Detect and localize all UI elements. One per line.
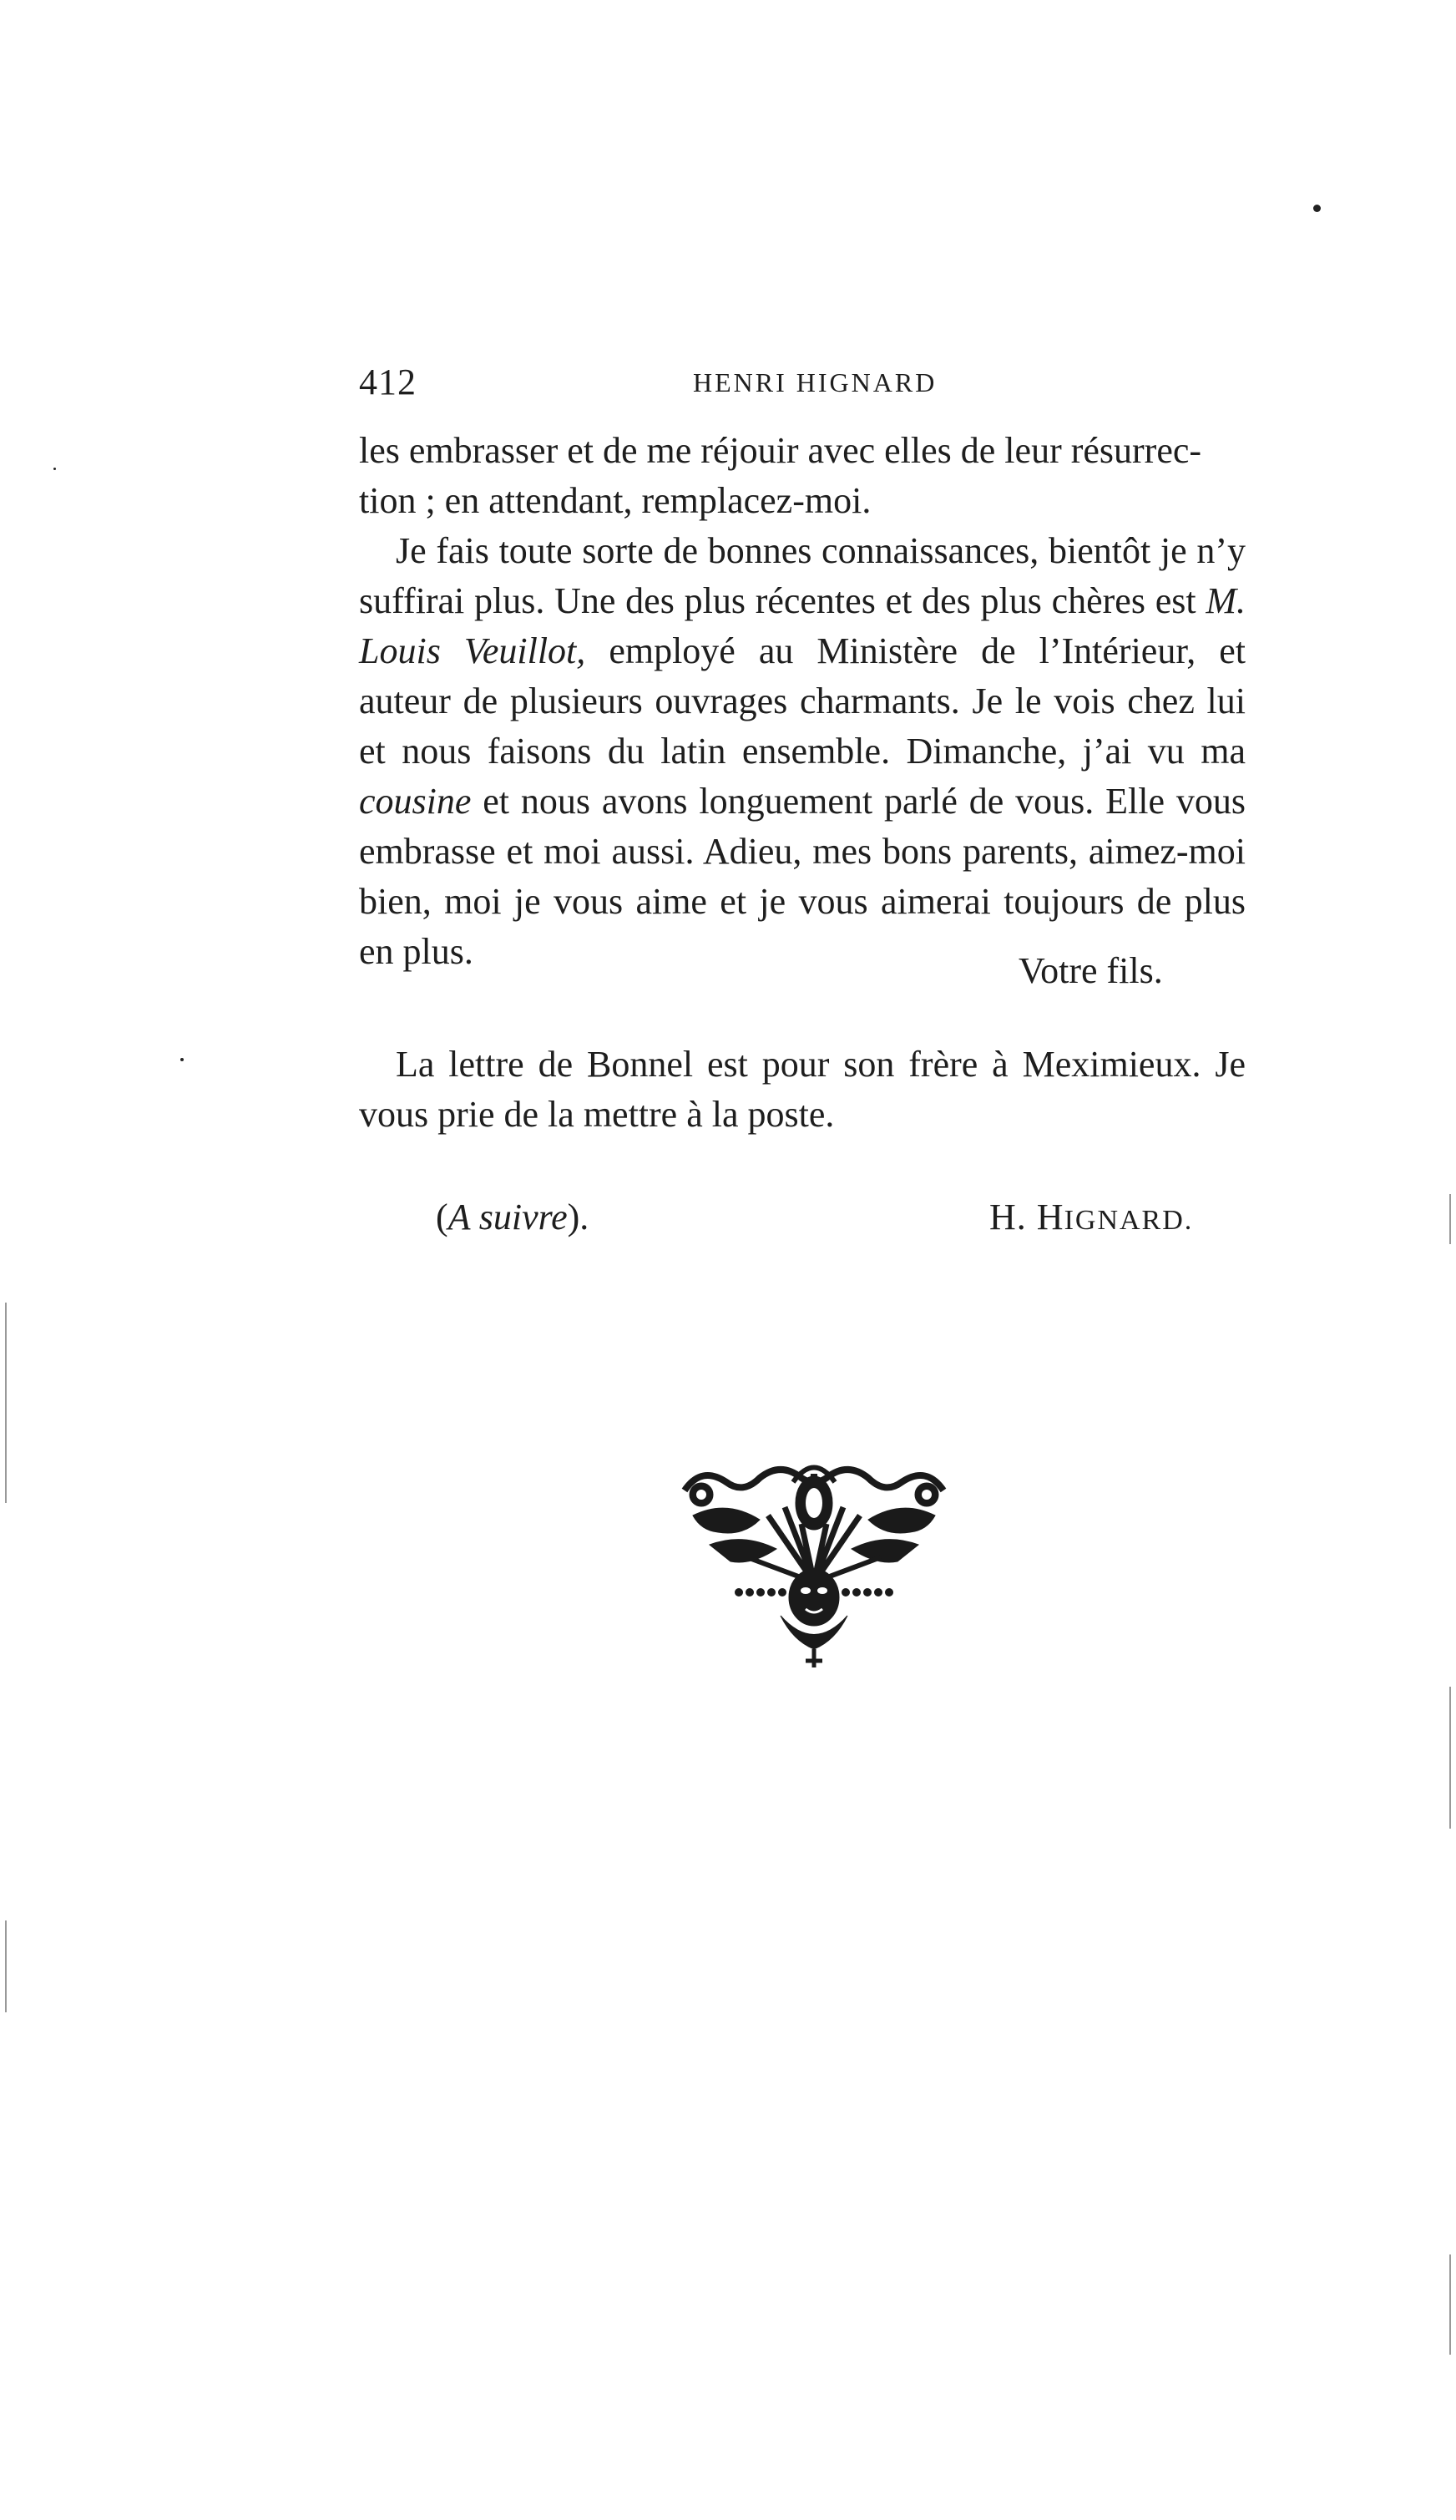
author-signature [989,1196,1193,1238]
floral-tailpiece-with-mask-icon [668,1457,960,1674]
running-title: HENRI HIGNARD [693,367,938,397]
ink-speck [180,1058,184,1061]
author-surname: IGNARD. [1064,1205,1194,1236]
text-line: tion ; en attendant, remplacez-moi. [359,480,872,521]
letter-opening [359,426,1246,526]
person-name: M. Louis Veuillot, [359,580,1246,671]
paragraph-text: Je fais toute sorte de bonnes connaissances, bientôt je n’y suffirai plus. Une des plus récentes et des plus chères est [359,530,1246,621]
scan-edge-line [1449,1194,1451,1244]
scan-edge-line [1449,1687,1451,1829]
emphasized-word: cousine [359,781,472,822]
paren-open: ( [436,1197,448,1237]
paragraph-text: et nous avons longuement parlé de vous. Elle vous embrasse et moi aussi. Adieu, mes bons parents, aimez-moi bien, moi je vous aime et je vous aimerai toujours de plus en plus. [359,781,1246,972]
author-initials: H. H [989,1197,1064,1237]
postscript-paragraph: La lettre de Bonnel est pour son frère à Meximieux. Je vous prie de la mettre à la poste. [359,1044,1246,1135]
continuation-text: A suivre [447,1197,568,1237]
ink-speck [53,468,56,470]
scan-edge-line [5,1303,7,1503]
scan-edge-line [1449,2254,1451,2355]
letter-signature: Votre fils. [1019,950,1163,991]
text-line: les embrasser et de me réjouir avec elles de leur résurrec- [359,430,1202,471]
letter-paragraph [359,526,1246,977]
running-header [359,361,1244,411]
page-number: 412 [359,362,417,402]
paragraph-text: employé au Ministère de l’Intérieur, et auteur de plusieurs ouvrages charmants. Je le vois chez lui et nous faisons du latin ensemble. Dimanche, j’ai vu ma [359,630,1246,772]
letter-body [359,426,1246,977]
ink-speck [1313,205,1321,212]
scan-edge-line [5,1920,7,2012]
continuation-note [436,1196,589,1238]
paren-close: ). [567,1197,589,1237]
